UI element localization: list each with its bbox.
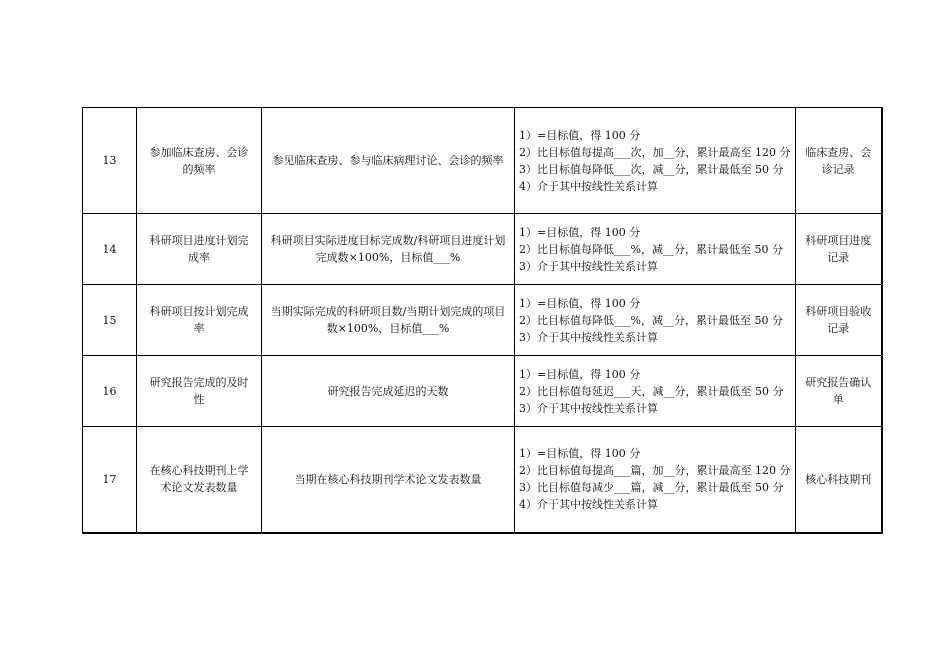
indicator-name: 参加临床查房、会诊的频率 [137,108,262,214]
row-number: 16 [83,356,137,427]
scoring-rule-line: 3）介于其中按线性关系计算 [519,259,658,273]
indicator-definition: 当期在核心科技期刊学术论文发表数量 [262,427,515,533]
scoring-rule-line: 3）介于其中按线性关系计算 [519,401,658,415]
row-number: 13 [83,108,137,214]
table-row [83,356,882,427]
data-source: 科研项目进度记录 [796,214,882,285]
scoring-rule-line: 4）介于其中按线性关系计算 [519,498,658,512]
data-source: 研究报告确认单 [796,356,882,427]
data-source: 科研项目验收记录 [796,285,882,356]
indicator-definition: 参见临床查房、参与临床病理讨论、会诊的频率 [262,108,515,214]
scoring-rules [515,356,796,427]
scoring-rule-line: 2）比目标值每提高___次，加__分，累计最高至 120 分 [519,145,791,159]
indicator-name: 研究报告完成的及时性 [137,356,262,427]
kpi-table [82,107,883,534]
scoring-rule-line: 3）介于其中按线性关系计算 [519,330,658,344]
scoring-rule-line: 2）比目标值每降低___%，减__分，累计最低至 50 分 [519,242,783,256]
indicator-definition: 当期实际完成的科研项目数/当期计划完成的项目数×100%，目标值___% [262,285,515,356]
indicator-name: 科研项目按计划完成率 [137,285,262,356]
scoring-rule-line: 1）=目标值，得 100 分 [519,367,641,381]
indicator-definition: 科研项目实际进度目标完成数/科研项目进度计划完成数×100%，目标值___% [262,214,515,285]
scoring-rule-line: 2）比目标值每降低___%，减__分，累计最低至 50 分 [519,313,783,327]
indicator-definition: 研究报告完成延迟的天数 [262,356,515,427]
row-number: 17 [83,427,137,533]
scoring-rule-line: 2）比目标值每提高___篇，加__分，累计最高至 120 分 [519,464,791,478]
scoring-rule-line: 3）比目标值每降低___次，减__分，累计最低至 50 分 [519,162,784,176]
scoring-rule-line: 1）=目标值，得 100 分 [519,296,641,310]
scoring-rule-line: 1）=目标值，得 100 分 [519,128,641,142]
scoring-rules [515,285,796,356]
scoring-rules [515,214,796,285]
indicator-name: 科研项目进度计划完成率 [137,214,262,285]
table-row [83,285,882,356]
indicator-name: 在核心科技期刊上学术论文发表数量 [137,427,262,533]
table-row [83,108,882,214]
scoring-rules [515,108,796,214]
scoring-rule-line: 1）=目标值，得 100 分 [519,225,641,239]
scoring-rule-line: 4）介于其中按线性关系计算 [519,179,658,193]
scoring-rules [515,427,796,533]
data-source: 核心科技期刊 [796,427,882,533]
data-source: 临床查房、会诊记录 [796,108,882,214]
row-number: 14 [83,214,137,285]
table-row [83,214,882,285]
table-row [83,427,882,533]
row-number: 15 [83,285,137,356]
scoring-rule-line: 3）比目标值每减少___篇，减__分，累计最低至 50 分 [519,481,784,495]
scoring-rule-line: 1）=目标值，得 100 分 [519,447,641,461]
scoring-rule-line: 2）比目标值每延迟___天，减__分，累计最低至 50 分 [519,384,784,398]
